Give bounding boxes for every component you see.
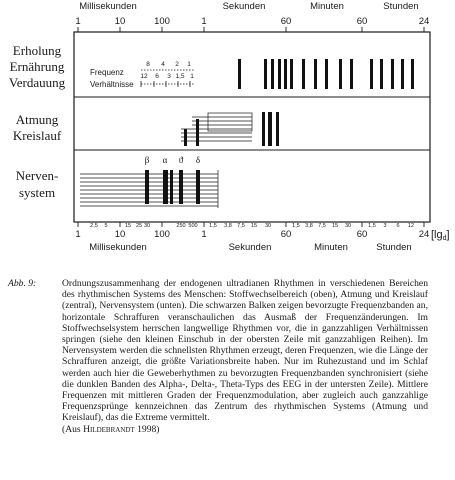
caption-source	[62, 424, 428, 435]
bottom-minor-tick: 7,5	[318, 223, 326, 229]
inset-frequency-label: Frequenz	[90, 68, 124, 77]
bottom-minor-tick: 30	[143, 223, 151, 229]
inset-freq-value: 2	[175, 61, 179, 68]
bottom-minor-tick: 2,5	[90, 223, 98, 229]
bottom-unit-ms: Millisekunden	[89, 242, 147, 253]
inset-ratio-value: 1,5	[175, 73, 185, 80]
bottom-unit-min: Minuten	[314, 242, 348, 253]
row-label-metabolism: Erholung	[12, 43, 62, 58]
eeg-bands	[145, 170, 200, 204]
bottom-minor-tick: 15	[331, 223, 339, 229]
bottom-unit-s: Sekunden	[228, 242, 272, 253]
circulation-hatching	[181, 113, 252, 141]
inset-freq-value: 1	[187, 61, 191, 68]
caption-text: Ordnungszusammenhang der endogenen ultradianen Rhythmen in verschiedenen Bereichen des rhythmischen Systems des Menschen: Stoffwechselbereich (oben), Atmung und Kreislauf (zentral), Nervensystem (unten). Die schwarzen Balken zeigen bevorzugte Frequenzbanden an, horizontale Schraffuren veranschaulichen das Ausmaß der Frequenzänderungen. Im Stoffwechselsystem herrschen langwellige Rhythmen vor, die in ganzzahligen Verhältnissen springen (siehe den kleinen Einschub in der obersten Zeile mit ganzzahligen Reihen). Im Nervensystem werden die schnellsten Rhythmen erzeugt, deren Frequenzen, wie die Länge der Schraffuren anzeigt, die größte Variationsbreite haben. Nur im Ruhezustand und im Schlaf werden auch hier die Geweberhythmen zu bevorzugten Frequenzbanden synchronisiert (siehe die dunklen Banden des Alpha-, Delta-, Theta-Typs des EEG in der untersten Zeile). Mittlere Frequenzen mit mittleren Graden der Frequenzmodulation, aber zugleich auch ganzzahlige Frequenzsprünge kennzeichnen das Zentrum des rhythmischen Systems (Atmung und Kreislauf), das die Extreme vermittelt.	[62, 278, 428, 424]
row-label-nervous: system	[18, 185, 56, 200]
eeg-beta: β	[144, 155, 150, 165]
bottom-minor-tick: 1,5	[209, 223, 217, 229]
eeg-delta: δ	[195, 155, 201, 165]
axis-unit-label	[431, 229, 450, 242]
bottom-minor-tick: 7,5	[237, 223, 245, 229]
row-label-circulation: Atmung	[15, 112, 59, 127]
eeg-alpha: α	[162, 155, 168, 165]
top-tick-label: 100	[154, 16, 170, 27]
axis-unit-close: ]	[446, 229, 450, 241]
caption-source-suffix: 1998)	[134, 423, 160, 435]
inset-ratio-value: 1	[190, 73, 194, 80]
caption-source-prefix: (Aus	[62, 423, 84, 435]
bottom-minor-tick: 15	[250, 223, 258, 229]
top-tick-label: 1	[75, 16, 81, 27]
row-label-circulation: Kreislauf	[12, 128, 62, 143]
bottom-minor-tick: 3,8	[305, 223, 313, 229]
inset-ratio-value: 3	[167, 73, 171, 80]
bottom-minor-tick: 12	[407, 223, 415, 229]
bottom-minor-tick: 15	[124, 223, 132, 229]
bottom-tick-label: 1	[201, 229, 207, 240]
bottom-minor-tick: 6	[396, 223, 400, 229]
top-unit-min: Minuten	[310, 1, 344, 12]
top-tick-label: 60	[356, 16, 368, 27]
frequency-inset	[90, 61, 195, 89]
bottom-minor-tick: 3,8	[224, 223, 232, 229]
caption-source-author: Hildebrandt	[83, 423, 135, 435]
bottom-minor-tick: 30	[344, 223, 352, 229]
bottom-minor-tick: 1,5	[292, 223, 300, 229]
bottom-unit-h: Stunden	[376, 242, 412, 253]
bottom-tick-label: 60	[280, 229, 292, 240]
caption-body	[62, 278, 428, 435]
inset-freq-value: 8	[146, 61, 150, 68]
top-unit-h: Stunden	[383, 1, 419, 12]
bottom-minor-tick: 25	[135, 223, 143, 229]
top-tick-label: 10	[114, 16, 126, 27]
bottom-tick-label: 1	[75, 229, 81, 240]
bottom-tick-label: 100	[154, 229, 170, 240]
top-tick-label: 1	[201, 16, 207, 27]
top-unit-s: Sekunden	[222, 1, 266, 12]
inset-freq-value: 4	[161, 61, 165, 68]
bottom-tick-label: 24	[418, 229, 430, 240]
row-label-metabolism: Ernährung	[9, 59, 65, 74]
inset-ratio-value: 6	[155, 73, 159, 80]
bottom-minor-tick: 1,5	[368, 223, 376, 229]
bottom-tick-label: 60	[356, 229, 368, 240]
eeg-band-labels	[145, 155, 200, 165]
caption-label: Abb. 9:	[8, 278, 37, 289]
axis-unit-main: [lg	[431, 229, 443, 241]
bottom-minor-tick: 3	[383, 223, 387, 229]
inset-ratio-label: Verhältnisse	[90, 80, 134, 89]
bottom-minor-tick: 500	[188, 223, 198, 229]
top-tick-label: 60	[280, 16, 292, 27]
bottom-minor-tick: 30	[264, 223, 272, 229]
inset-ratio-value: 12	[140, 73, 148, 80]
top-unit-ms: Millisekunden	[79, 1, 137, 12]
top-tick-label: 24	[418, 16, 430, 27]
row-label-metabolism: Verdauung	[8, 75, 66, 90]
bottom-minor-tick: 5	[104, 223, 108, 229]
metabolic-frequency-bars	[238, 59, 414, 89]
bottom-minor-tick: 250	[176, 223, 186, 229]
bottom-tick-label: 10	[114, 229, 126, 240]
eeg-theta: ϑ	[178, 155, 184, 165]
axis-unit-sub: d	[442, 235, 447, 242]
row-label-nervous: Nerven-	[15, 168, 59, 183]
